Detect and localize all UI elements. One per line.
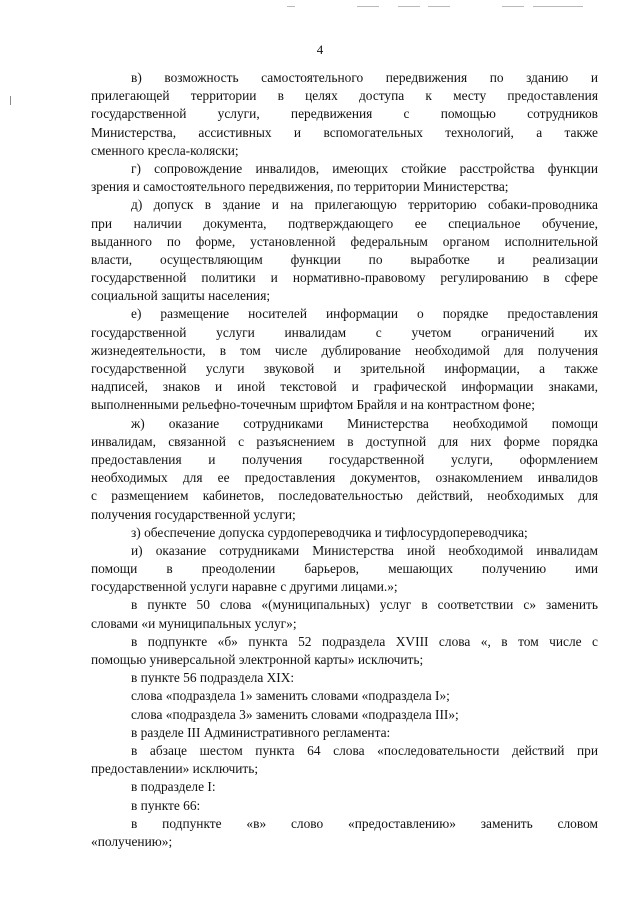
text-line: надписей, знаков и иной текстовой и графической информации знаками,: [91, 379, 598, 395]
text-line: необходимых для ее предоставления документов, ознакомлением инвалидов: [91, 470, 598, 486]
text-line: ж) оказание сотрудниками Министерства необходимой помощи: [131, 415, 598, 431]
text-line: помощью универсальной электронной карты» исключить;: [91, 652, 424, 667]
text-line: зрения и самостоятельного передвижения, по территории Министерства;: [91, 179, 509, 195]
scan-marks: [0, 4, 640, 10]
text-line: сменного кресла-коляски;: [91, 142, 239, 158]
text-line: г) сопровождение инвалидов, имеющих стойкие расстройства функции: [131, 160, 598, 176]
text-line: государственной услуги, передвижения с помощью сотрудников: [91, 106, 598, 122]
text-line: слова «подраздела 3» заменить словами «подраздела III»;: [131, 706, 459, 722]
margin-mark: [10, 96, 11, 105]
document-body: [91, 69, 598, 851]
text-line: выданного по форме, установленной федеральным органом исполнительной: [91, 233, 598, 249]
text-line: в абзаце шестом пункта 64 слова «последовательности действий при: [131, 742, 598, 758]
text-line: з) обеспечение допуска сурдопереводчика и тифлосурдопереводчика;: [131, 524, 528, 540]
text-line: с размещением кабинетов, последовательностью действий, необходимых для: [91, 488, 598, 504]
text-line: в разделе III Административного регламента:: [131, 724, 391, 740]
text-line: государственной услуги наравне с другими лицами.»;: [91, 579, 398, 595]
text-line: инвалидам, связанной с разъяснением в доступной для них форме порядка: [91, 433, 598, 449]
text-line: помощи в преодолении барьеров, мешающих получению ими: [91, 561, 598, 577]
text-line: государственной услуги инвалидам с учетом ограничений их: [91, 324, 598, 340]
text-line: словами «и муниципальных услуг»;: [91, 615, 297, 631]
text-line: в подразделе I:: [131, 779, 216, 795]
text-line: социальной защиты населения;: [91, 288, 271, 304]
text-line: в) возможность самостоятельного передвижения по зданию и: [131, 70, 598, 85]
text-line: выполненными рельефно-точечным шрифтом Брайля и на контрастном фоне;: [91, 397, 535, 413]
text-line: предоставления и получения государственной услуги, оформлением: [91, 451, 598, 467]
text-line: в пункте 56 подраздела XIX:: [131, 670, 295, 686]
text-line: Министерства, ассистивных и вспомогательных технологий, а также: [91, 124, 598, 140]
text-line: государственной услуги звуковой и зрительной информации, а также: [91, 361, 598, 376]
text-line: в подпункте «б» пункта 52 подраздела XVIII слова «, в том числе с: [131, 633, 598, 649]
page-number: 4: [316, 42, 324, 57]
text-line: в подпункте «в» слово «предоставлению» заменить словом: [131, 815, 598, 831]
text-line: прилегающей территории в целях доступа к месту предоставления: [91, 88, 598, 104]
text-line: в пункте 50 слова «(муниципальных) услуг в соответствии с» заменить: [131, 597, 598, 613]
text-line: в пункте 66:: [131, 797, 201, 813]
text-line: е) размещение носителей информации о порядке предоставления: [131, 306, 598, 322]
text-line: слова «подраздела 1» заменить словами «подраздела I»;: [131, 688, 450, 704]
text-line: и) оказание сотрудниками Министерства иной необходимой инвалидам: [131, 542, 598, 558]
text-line: д) допуск в здание и на прилегающую территорию собаки-проводника: [131, 197, 598, 213]
text-line: получения государственной услуги;: [91, 506, 296, 522]
text-line: предоставлении» исключить;: [91, 761, 259, 777]
text-line: жизнедеятельности, в том числе дублирование необходимой для получения: [91, 342, 598, 358]
text-line: власти, осуществляющим функции по выработке и реализации: [91, 251, 598, 267]
text-line: при наличии документа, подтверждающего ее специальное обучение,: [91, 215, 598, 231]
text-line: государственной политики и нормативно-правовому регулированию в сфере: [91, 270, 598, 286]
text-line: «получению»;: [91, 833, 173, 849]
